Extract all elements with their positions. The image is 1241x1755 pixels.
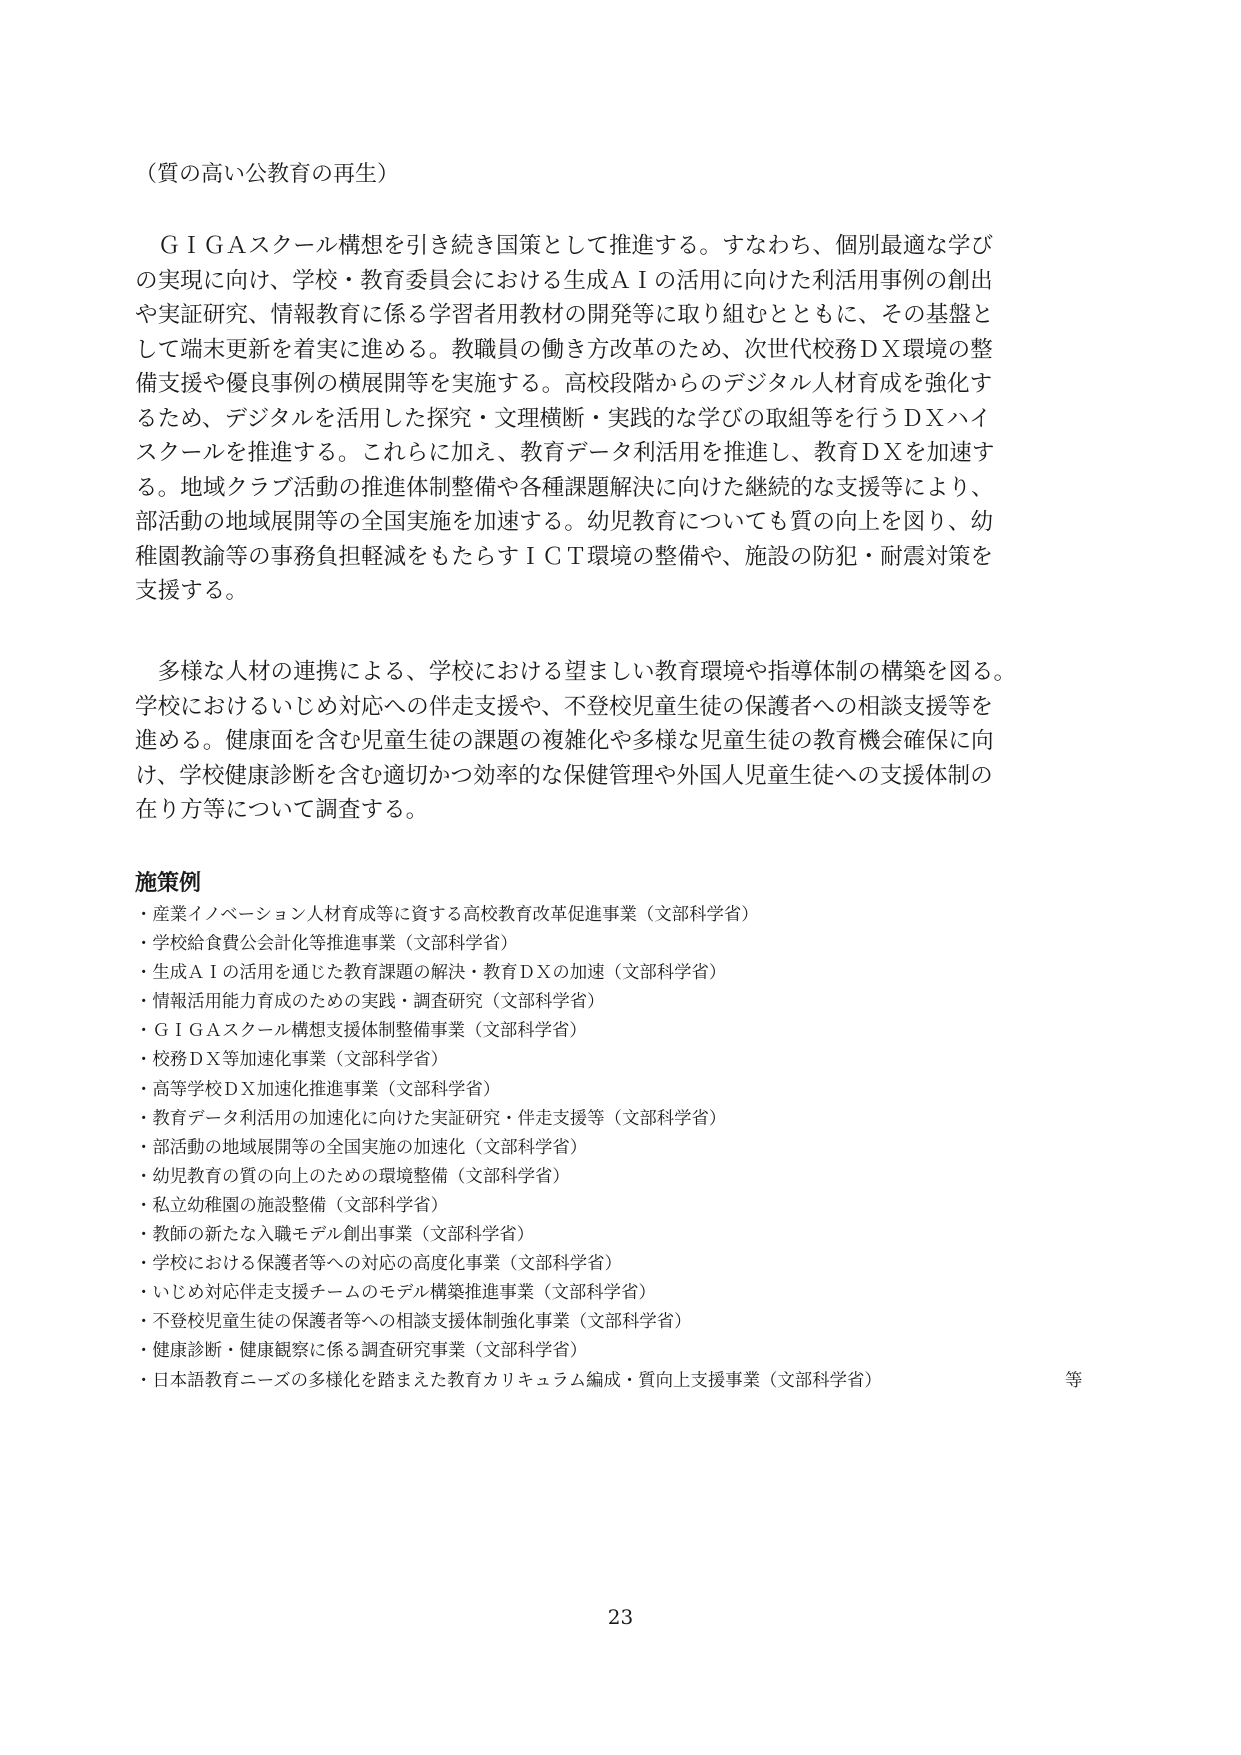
paragraph-line: 学校におけるいじめ対応への伴走支援や、不登校児童生徒の保護者への相談支援等を xyxy=(135,693,994,720)
paragraph-line: る。地域クラブ活動の推進体制整備や各種課題解決に向けた継続的な支援等により、 xyxy=(135,474,994,501)
paragraph-line: 部活動の地域展開等の全国実施を加速する。幼児教育についても質の向上を図り、幼 xyxy=(135,509,994,535)
list-item: ・部活動の地域展開等の全国実施の加速化（文部科学省） xyxy=(135,1137,588,1158)
paragraph-line: け、学校健康診断を含む適切かつ効率的な保健管理や外国人児童生徒への支援体制の xyxy=(135,762,993,789)
list-item: ・健康診断・健康観察に係る調査研究事業（文部科学省） xyxy=(135,1341,588,1362)
measures-suffix: 等 xyxy=(1065,1370,1083,1391)
paragraph-line: ＧＩＧＡスクール構想を引き続き国策として推進する。すなわち、個別最適な学び xyxy=(135,233,994,259)
list-item: ・私立幼稚園の施設整備（文部科学省） xyxy=(135,1195,449,1216)
paragraph-school-environment xyxy=(135,655,1105,828)
paragraph-line: や実証研究、情報教育に係る学習者用教材の開発等に取り組むとともに、その基盤と xyxy=(135,302,994,328)
list-item: ・いじめ対応伴走支援チームのモデル構築推進事業（文部科学省） xyxy=(135,1283,656,1304)
list-item: ・学校における保護者等への対応の高度化事業（文部科学省） xyxy=(135,1254,622,1275)
list-item-last xyxy=(135,1367,1083,1396)
list-item: ・ＧＩＧＡスクール構想支援体制整備事業（文部科学省） xyxy=(135,1021,587,1042)
list-item: ・不登校児童生徒の保護者等への相談支援体制強化事業（文部科学省） xyxy=(135,1312,692,1333)
paragraph-line: 進める。健康面を含む児童生徒の課題の複雑化や多様な児童生徒の教育機会確保に向 xyxy=(135,728,994,754)
list-item: ・高等学校ＤＸ加速化推進事業（文部科学省） xyxy=(135,1079,501,1100)
paragraph-line: るため、デジタルを活用した探究・文理横断・実践的な学びの取組等を行うＤＸハイ xyxy=(135,405,992,432)
paragraph-line: して端末更新を着実に進める。教職員の働き方改革のため、次世代校務ＤＸ環境の整 xyxy=(135,336,993,363)
measures-list xyxy=(135,901,1083,1396)
list-item: ・教師の新たな入職モデル創出事業（文部科学省） xyxy=(135,1225,535,1246)
paragraph-giga-school xyxy=(135,229,1105,609)
list-item: ・生成ＡＩの活用を通じた教育課題の解決・教育ＤＸの加速（文部科学省） xyxy=(135,963,727,984)
page-number: 23 xyxy=(607,1605,634,1629)
paragraph-line: 備支援や優良事例の横展開等を実施する。高校段階からのデジタル人材育成を強化す xyxy=(135,371,993,397)
measures-title: 施策例 xyxy=(135,871,202,896)
paragraph-line: 支援する。 xyxy=(135,578,248,604)
list-item: ・産業イノベーション人材育成等に資する高校教育改革促進事業（文部科学省） xyxy=(135,905,759,925)
paragraph-line: 多様な人材の連携による、学校における望ましい教育環境や指導体制の構築を図る。 xyxy=(135,659,1017,685)
list-item-text: ・日本語教育ニーズの多様化を踏まえた教育カリキュラム編成・質向上支援事業（文部科学省） xyxy=(135,1370,882,1391)
paragraph-line: 在り方等について調査する。 xyxy=(135,797,429,823)
list-item: ・校務ＤＸ等加速化事業（文部科学省） xyxy=(135,1050,449,1071)
list-item: ・教育データ利活用の加速化に向けた実証研究・伴走支援等（文部科学省） xyxy=(135,1108,727,1129)
list-item: ・幼児教育の質の向上のための環境整備（文部科学省） xyxy=(135,1166,570,1187)
section-heading: （質の高い公教育の再生） xyxy=(135,162,400,187)
paragraph-line: の実現に向け、学校・教育委員会における生成ＡＩの活用に向けた利活用事例の創出 xyxy=(135,267,993,294)
list-item: ・情報活用能力育成のための実践・調査研究（文部科学省） xyxy=(135,992,605,1013)
paragraph-line: 稚園教諭等の事務負担軽減をもたらすＩＣＴ環境の整備や、施設の防犯・耐震対策を xyxy=(135,543,994,570)
paragraph-line: スクールを推進する。これらに加え、教育データ利活用を推進し、教育ＤＸを加速す xyxy=(135,440,995,466)
list-item: ・学校給食費公会計化等推進事業（文部科学省） xyxy=(135,934,518,955)
